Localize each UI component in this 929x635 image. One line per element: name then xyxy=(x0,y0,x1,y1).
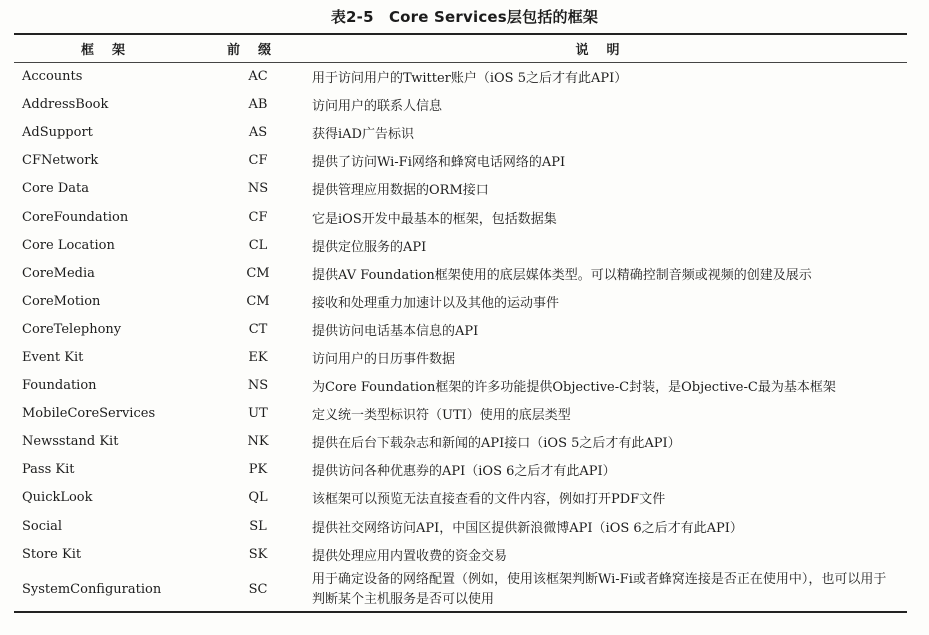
description-cell: 提供处理应用内置收费的资金交易 xyxy=(312,548,508,564)
framework-name-cell: Store Kit xyxy=(22,546,82,562)
prefix-cell: NS xyxy=(247,378,269,394)
table-row xyxy=(14,568,907,612)
framework-name-cell: Social xyxy=(22,518,63,534)
framework-name-cell: QuickLook xyxy=(22,490,93,506)
framework-name-cell: CoreMotion xyxy=(22,293,101,309)
description-cell: 访问用户的联系人信息 xyxy=(312,99,443,115)
header-row xyxy=(14,34,907,63)
prefix-cell: PK xyxy=(248,462,268,478)
table-row xyxy=(14,175,907,203)
framework-name-cell: CoreMedia xyxy=(22,265,95,281)
table-row xyxy=(14,119,907,147)
description-cell: 获得iAD广告标识 xyxy=(312,127,414,143)
table-row xyxy=(14,287,907,315)
framework-name-cell: Newsstand Kit xyxy=(22,434,119,450)
prefix-cell: CF xyxy=(248,209,268,225)
table-row xyxy=(14,484,907,512)
framework-name-cell: AdSupport xyxy=(22,125,93,141)
table-row xyxy=(14,428,907,456)
prefix-cell: UT xyxy=(248,406,268,422)
description-cell: 提供社交网络访问API，中国区提供新浪微博API（iOS 6之后才有此API） xyxy=(312,520,743,536)
description-cell: 提供AV Foundation框架使用的底层媒体类型。可以精确控制音频或视频的创建及展示 xyxy=(312,267,812,283)
prefix-cell: QL xyxy=(248,490,268,506)
prefix-cell: CM xyxy=(246,265,270,281)
prefix-cell: AC xyxy=(248,69,268,85)
prefix-cell: SC xyxy=(248,582,268,598)
prefix-cell: NS xyxy=(247,181,269,197)
description-cell: 提供在后台下载杂志和新闻的API接口（iOS 5之后才有此API） xyxy=(312,436,681,452)
prefix-cell: SK xyxy=(248,546,268,562)
framework-name-cell: SystemConfiguration xyxy=(22,582,162,598)
framework-name-cell: AddressBook xyxy=(22,97,109,113)
prefix-cell: CT xyxy=(248,321,268,337)
table-caption: 表2-5 Core Services层包括的框架 xyxy=(330,8,599,26)
table-row xyxy=(14,400,907,428)
framework-name-cell: Pass Kit xyxy=(22,462,75,478)
prefix-cell: EK xyxy=(248,349,268,365)
description-cell: 该框架可以预览无法直接查看的文件内容，例如打开PDF文件 xyxy=(312,492,666,508)
description-cell: 提供了访问Wi-Fi网络和蜂窝电话网络的API xyxy=(312,155,566,171)
table-row xyxy=(14,203,907,231)
framework-name-cell: Accounts xyxy=(22,69,83,85)
prefix-cell: AS xyxy=(248,125,268,141)
description-cell: 提供访问各种优惠券的API（iOS 6之后才有此API） xyxy=(312,464,616,480)
framework-name-cell: Foundation xyxy=(22,378,97,394)
description-cell: 访问用户的日历事件数据 xyxy=(312,351,456,367)
framework-name-cell: CFNetwork xyxy=(22,153,99,169)
description-cell: 提供定位服务的API xyxy=(312,239,427,255)
table-row xyxy=(14,512,907,540)
table-row xyxy=(14,63,907,91)
table-row xyxy=(14,231,907,259)
framework-name-cell: Core Location xyxy=(22,237,115,253)
table-row xyxy=(14,91,907,119)
description-cell: 用于确定设备的网络配置（例如，使用该框架判断Wi-Fi或者蜂窝连接是否正在使用中），也可以用于判断某个主机服务是否可以使用 xyxy=(312,571,887,607)
description-cell: 它是iOS开发中最基本的框架，包括数据集 xyxy=(312,211,557,227)
table-row xyxy=(14,540,907,568)
description-cell: 提供管理应用数据的ORM接口 xyxy=(312,183,489,199)
description-cell: 为Core Foundation框架的许多功能提供Objective-C封装，是Objective-C最为基本框架 xyxy=(312,380,836,396)
table-row xyxy=(14,147,907,175)
description-cell: 接收和处理重力加速计以及其他的运动事件 xyxy=(312,295,560,311)
framework-name-cell: CoreTelephony xyxy=(22,321,122,337)
header-prefix: 前缀 xyxy=(226,43,289,58)
framework-name-cell: CoreFoundation xyxy=(22,209,129,225)
framework-name-cell: Event Kit xyxy=(22,349,84,365)
table-row xyxy=(14,456,907,484)
prefix-cell: AB xyxy=(248,97,268,113)
header-framework: 框架 xyxy=(80,43,143,58)
table-row xyxy=(14,343,907,371)
table-row xyxy=(14,315,907,343)
description-cell: 提供访问电话基本信息的API xyxy=(312,323,479,339)
prefix-cell: CM xyxy=(246,293,270,309)
prefix-cell: NK xyxy=(247,434,269,450)
table-row xyxy=(14,372,907,400)
description-cell: 定义统一类型标识符（UTI）使用的底层类型 xyxy=(312,408,571,424)
prefix-cell: CL xyxy=(248,237,268,253)
description-cell: 用于访问用户的Twitter账户（iOS 5之后才有此API） xyxy=(312,71,628,87)
table-header xyxy=(14,34,907,63)
prefix-cell: SL xyxy=(249,518,267,534)
framework-name-cell: Core Data xyxy=(22,181,89,197)
frameworks-table xyxy=(14,33,907,613)
table-body xyxy=(14,63,907,613)
framework-name-cell: MobileCoreServices xyxy=(22,406,156,422)
table-row xyxy=(14,259,907,287)
header-description: 说明 xyxy=(575,43,638,58)
prefix-cell: CF xyxy=(248,153,268,169)
